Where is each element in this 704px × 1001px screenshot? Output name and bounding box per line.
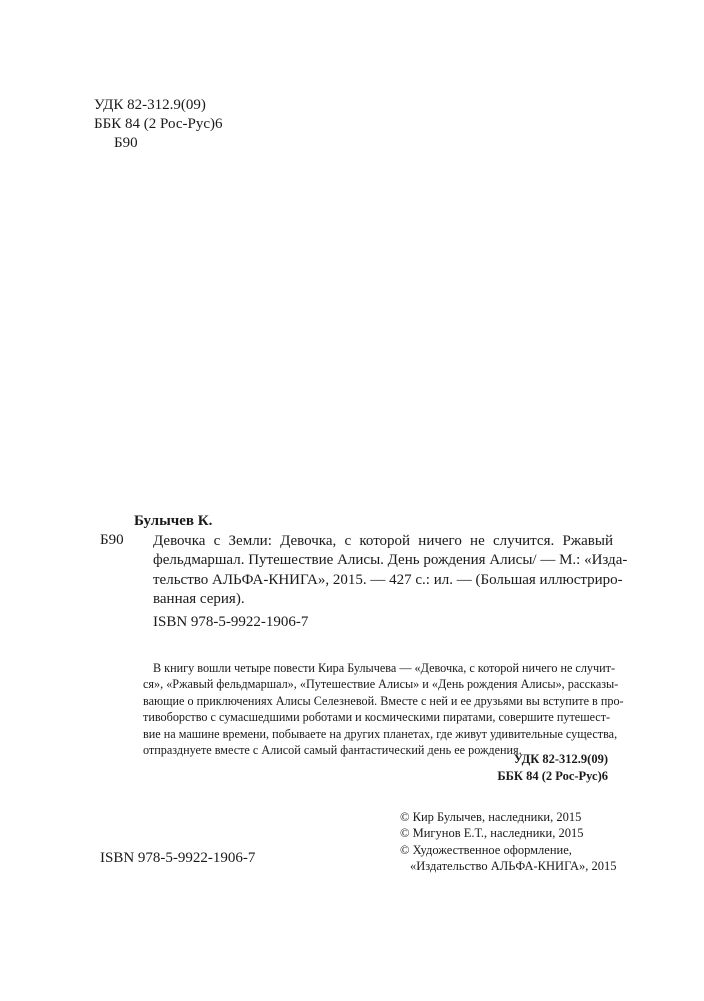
- right-classification-codes: [497, 751, 608, 785]
- copyright-line: © Художественное оформление,: [400, 842, 572, 857]
- bottom-isbn: ISBN 978-5-9922-1906-7: [100, 850, 256, 866]
- biblio-line: Девочка с Земли: Девочка, с которой ничего не случится. Ржавый: [153, 533, 613, 549]
- author-sign-code: Б90: [114, 135, 138, 151]
- copyright-block: [400, 809, 616, 874]
- udk-code-right: УДК 82-312.9(09): [513, 752, 608, 766]
- catalog-author: Булычев К.: [134, 513, 213, 529]
- bibliographic-description: [153, 532, 628, 609]
- biblio-line: ванная серия).: [153, 590, 245, 607]
- annotation-line: вие на машине времени, побываете на других планетах, где живут удивительные существа,: [143, 726, 618, 741]
- book-annotation: [143, 660, 624, 758]
- bbk-code: ББК 84 (2 Рос-Рус)6: [94, 116, 223, 132]
- copyright-line: © Мигунов Е.Т., наследники, 2015: [400, 826, 584, 841]
- annotation-line: ся», «Ржавый фельдмаршал», «Путешествие Алисы» и «День рождения Алисы», рассказы-: [143, 677, 619, 692]
- copyright-line: © Кир Булычев, наследники, 2015: [400, 810, 582, 824]
- annotation-line: вающие о приключениях Алисы Селезневой. Вместе с ней и ее друзьями вы вступите в про-: [143, 693, 624, 708]
- annotation-line: отпразднуете вместе с Алисой самый фантастический день ее рождения.: [143, 743, 522, 758]
- bbk-code-right: ББК 84 (2 Рос-Рус)6: [497, 769, 608, 783]
- udk-code: УДК 82-312.9(09): [94, 97, 206, 113]
- biblio-line: тельство АЛЬФА-КНИГА», 2015. — 427 с.: ил. — (Большая иллюстриро-: [153, 571, 623, 588]
- biblio-line: фельдмаршал. Путешествие Алисы. День рождения Алисы/ — М.: «Изда-: [153, 552, 628, 569]
- copyright-line: «Издательство АЛЬФА-КНИГА», 2015: [410, 858, 617, 873]
- catalog-code: Б90: [100, 532, 124, 548]
- top-classification-codes: [94, 96, 222, 153]
- catalog-isbn: ISBN 978-5-9922-1906-7: [153, 614, 309, 630]
- annotation-line: тивоборство с сумасшедшими роботами и космическими пиратами, совершите путешест-: [143, 710, 611, 725]
- annotation-line: В книгу вошли четыре повести Кира Булычева — «Девочка, с которой ничего не случит-: [153, 661, 616, 675]
